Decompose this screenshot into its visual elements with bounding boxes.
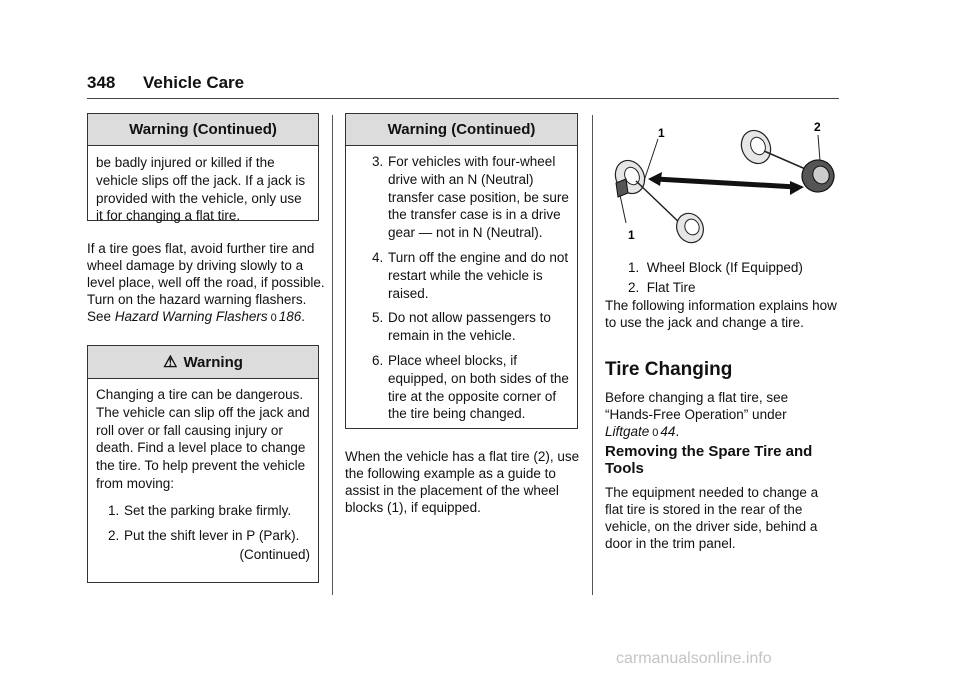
list-item: 4. Turn off the engine and do not restart while the vehicle is raised. — [372, 249, 569, 301]
warning-continued-box-2 — [345, 113, 578, 429]
warning-box-title: Warning (Continued) — [346, 114, 577, 146]
legend-item: 2. Flat Tire — [628, 280, 696, 295]
callout-label-1: 1 — [658, 126, 665, 140]
warning-box-body — [88, 146, 318, 240]
liftgate-page[interactable]: 44 — [660, 424, 676, 439]
hazard-flashers-page[interactable]: 186 — [278, 309, 302, 324]
direction-arrow — [656, 179, 796, 187]
warning-box-text: be badly injured or killed if the vehicle slips off the jack. If a jack is provided with the vehicle, only use it for changing a flat tire. — [96, 155, 306, 224]
flat-tire — [797, 155, 840, 198]
callout-label-1-bottom: 1 — [628, 228, 635, 242]
tire-changing-heading: Tire Changing — [605, 359, 733, 380]
callout-line-1-top — [644, 139, 658, 181]
warning-continued-box — [87, 113, 319, 224]
hazard-paragraph: If a tire goes flat, avoid further tire and wheel damage by driving slowly to a level place, well off the road, if possible. Turn on the hazard warning flashers. See Hazard Warning Flashers 0 186. — [87, 241, 325, 324]
warning-triangle-icon: ⚠ — [163, 354, 178, 371]
section-title: Vehicle Care — [143, 73, 245, 92]
page-reference-icon: 0 — [652, 427, 659, 439]
warning-box-header — [88, 346, 318, 379]
page-header — [87, 73, 839, 99]
rear-axle — [764, 151, 810, 171]
column-divider-1 — [332, 115, 333, 595]
continued-label: (Continued) — [239, 547, 310, 563]
spare-tire-paragraph: The equipment needed to change a flat tire is stored in the rear of the vehicle, on the driver side, behind a door in the trim panel. — [605, 485, 819, 551]
column-divider-2 — [592, 115, 593, 595]
arrow-head-right — [790, 181, 804, 195]
diagram-legend — [628, 258, 803, 298]
page-number: 348 — [87, 73, 116, 92]
warning-box-title: Warning (Continued) — [88, 114, 318, 146]
hazard-paragraph-text: If a tire goes flat, avoid further tire and wheel damage by driving slowly to a level place, well off the road, if possible. Turn on the hazard warning flashers. See — [87, 241, 325, 324]
jack-info-paragraph: The following information explains how to use the jack and change a tire. — [605, 298, 837, 330]
flat-tire-paragraph: When the vehicle has a flat tire (2), use the following example as a guide to assist in the placement of the wheel blocks (1), if equipped. — [345, 449, 580, 515]
front-axle — [636, 181, 684, 227]
list-item: 5. Do not allow passengers to remain in the vehicle. — [372, 310, 551, 344]
page-reference-icon: 0 — [270, 312, 277, 324]
watermark: carmanualsonline.info — [616, 650, 772, 667]
warning-box-body — [346, 146, 577, 436]
hazard-flashers-link[interactable]: Hazard Warning Flashers — [114, 309, 268, 324]
callout-label-2: 2 — [814, 120, 821, 134]
liftgate-paragraph: Before changing a flat tire, see “Hands-Free Operation” under Liftgate 0 44. — [605, 390, 789, 439]
legend-item: 1. Wheel Block (If Equipped) — [628, 260, 803, 275]
warning-box-title: Warning — [183, 353, 243, 371]
list-item: 3. For vehicles with four-wheel drive with an N (Neutral) transfer case position, be sure the transfer case is in a drive gear — not in N (Neutral). — [372, 154, 569, 241]
warning-box — [87, 345, 319, 583]
arrow-head-left — [648, 172, 662, 186]
warning-steps-list — [372, 153, 571, 423]
warning-box-text: Changing a tire can be dangerous. The vehicle can slip off the jack and roll over or fall causing injury or death. Find a level place to change the tire. To help prevent the vehicle from moving: — [96, 387, 310, 491]
rear-left-tire — [736, 126, 776, 169]
removing-spare-heading: Removing the Spare Tire and Tools — [605, 443, 813, 477]
front-left-tire — [610, 156, 650, 199]
list-item: 1. Set the parking brake firmly. — [108, 502, 292, 518]
liftgate-link[interactable]: Liftgate — [605, 424, 650, 439]
list-item: 2. Put the shift lever in P (Park). — [108, 527, 300, 543]
warning-box-body — [88, 379, 318, 570]
callout-line-2 — [818, 135, 820, 161]
warning-steps-list — [108, 502, 310, 545]
list-item: 6. Place wheel blocks, if equipped, on both sides of the tire at the opposite corner of the tire being changed. — [372, 352, 569, 422]
front-right-tire — [672, 209, 708, 245]
callout-line-1-bottom — [620, 195, 626, 223]
wheel-block-diagram — [604, 115, 844, 245]
